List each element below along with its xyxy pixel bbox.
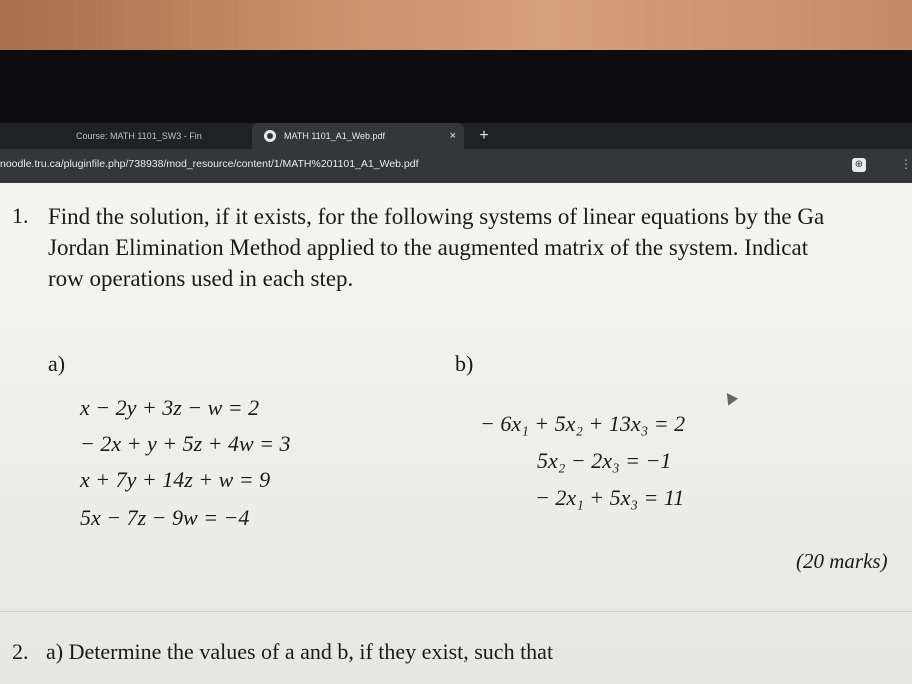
tab-course-label: Course: MATH 1101_SW3 - Fin xyxy=(76,131,202,141)
mouse-cursor-icon xyxy=(722,390,738,406)
question-1-line: row operations used in each step. xyxy=(48,266,354,291)
monitor-bezel xyxy=(0,50,912,126)
zoom-icon[interactable]: ⊕ xyxy=(852,158,866,172)
tab-bar xyxy=(0,123,912,149)
question-2-text: a) Determine the values of a and b, if they exist, such that xyxy=(46,639,554,664)
equation-b3: − 2x₁ + 5x₃ = 11 xyxy=(535,485,685,510)
marks-label: (20 marks) xyxy=(796,549,888,573)
question-2-number: 2. xyxy=(12,639,29,664)
more-icon[interactable]: ⋮ xyxy=(900,157,912,171)
equation-b2: 5x₂ − 2x₃ = −1 xyxy=(537,448,672,473)
pdf-page xyxy=(0,183,912,684)
question-1-number: 1. xyxy=(12,203,29,228)
globe-icon xyxy=(264,130,276,142)
equation-a3: x + 7y + 14z + w = 9 xyxy=(80,467,271,492)
equation-a4: 5x − 7z − 9w = −4 xyxy=(80,505,250,530)
part-a-label: a) xyxy=(48,351,66,376)
equation-a2: − 2x + y + 5z + 4w = 3 xyxy=(80,431,291,456)
question-1-line: Jordan Elimination Method applied to the augmented matrix of the system. Indicat xyxy=(48,235,809,260)
url-text[interactable]: noodle.tru.ca/pluginfile.php/738938/mod_resource/content/1/MATH%201101_A1_Web.pdf xyxy=(0,158,419,170)
equation-b1: − 6x₁ + 5x₂ + 13x₃ = 2 xyxy=(480,411,686,436)
equation-a1: x − 2y + 3z − w = 2 xyxy=(80,395,260,420)
tab-pdf-label: MATH 1101_A1_Web.pdf xyxy=(284,131,386,141)
page-divider xyxy=(0,611,912,612)
new-tab-button[interactable]: + xyxy=(479,127,489,144)
part-b-label: b) xyxy=(455,351,474,376)
tab-pdf[interactable] xyxy=(252,123,464,149)
question-1-line: Find the solution, if it exists, for the following systems of linear equations by the Ga xyxy=(48,204,825,229)
close-icon[interactable]: × xyxy=(449,130,456,142)
address-bar[interactable] xyxy=(0,149,912,183)
tab-course[interactable] xyxy=(0,123,250,149)
question-1-text xyxy=(48,201,824,294)
